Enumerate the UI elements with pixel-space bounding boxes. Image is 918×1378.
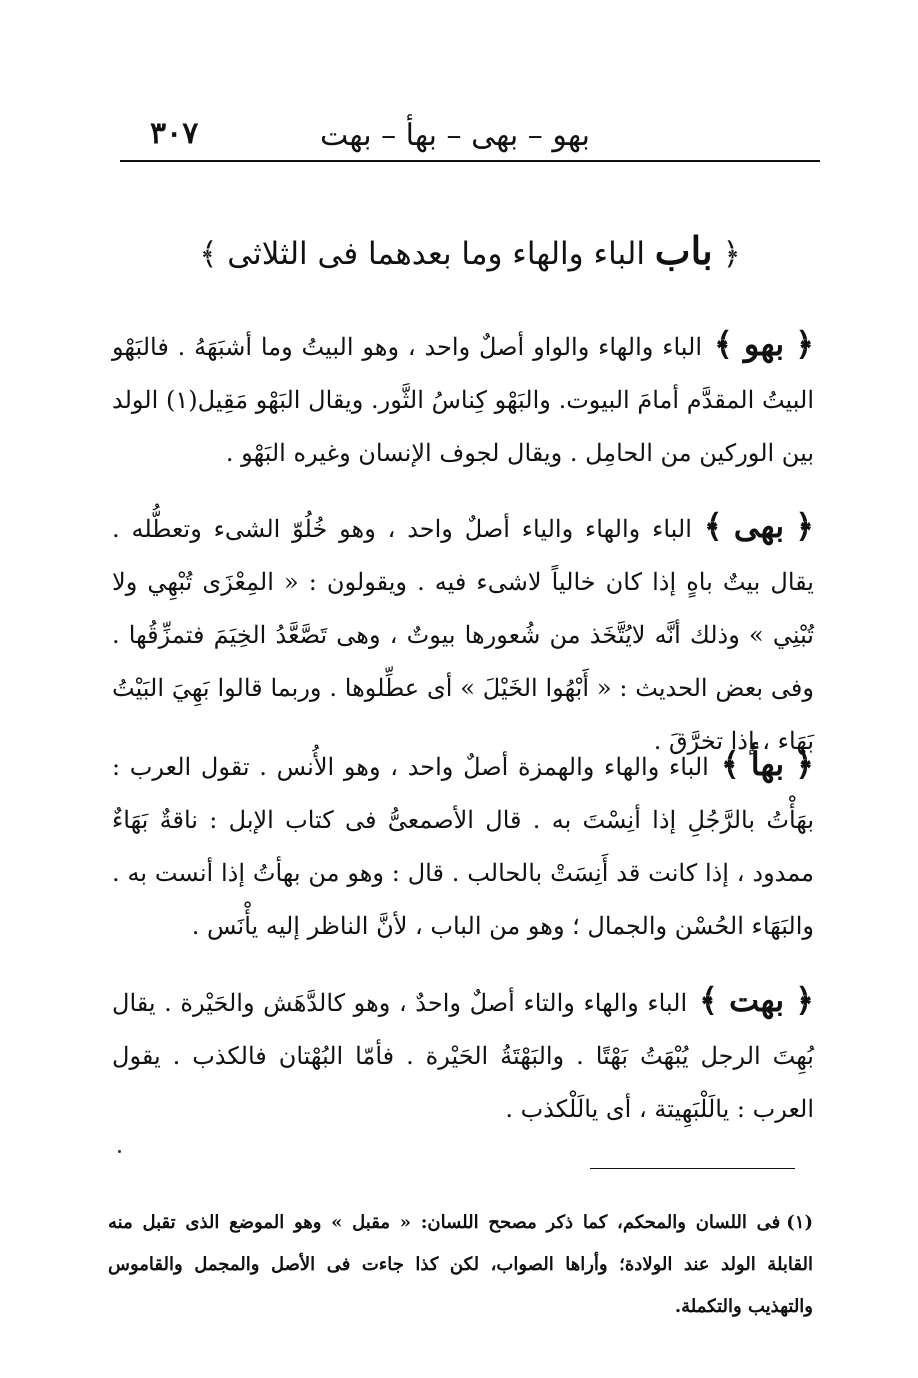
chapter-title xyxy=(120,228,820,273)
chapter-title-rest: الباء والهاء وما بعدهما فى الثلاثى xyxy=(227,236,645,272)
running-header xyxy=(120,110,820,162)
entry-text: الباء والهاء والتاء أصلٌ واحدٌ ، وهو كالدَّهَش والحَيْرة . يقال بُهِتَ الرجل يُبْهَتُ بَهْتًا . والبَهْتَةُ الحَيْرة . فأمّا البُهْتان فالكذب . يقول العرب : يالَلْبَهِيتة ، أى يالَلْكذب . xyxy=(112,989,814,1123)
entry-head: ﴿ بهو ﴾ xyxy=(714,325,814,363)
footnote-text: فى اللسان والمحكم، كما ذكر مصحح اللسان: « مقبل » وهو الموضع الذى تقبل منه القابلة الولد عند الولادة؛ وأراها الصواب، لكن كذا جاءت فى الأصل والمجمل والقاموس والتهذيب والتكملة. xyxy=(108,1212,813,1317)
entry-baht xyxy=(112,974,814,1136)
entry-text: الباء والهاء والياء أصلٌ واحد ، وهو خُلُوّ الشىء وتعطُّله . يقال بيتٌ باهٍ إذا كان خالياً لاشىء فيه . ويقولون : « المِعْزَى تُبْهِي ولا تُبْنِي » وذلك أنَّه لايُتَّخَذ من شُعورها بيوتٌ ، وهى تَصَّعَّدُ الخِيَمَ فتمزِّقُها . وفى بعض الحديث : « أَبْهُوا الخَيْلَ » أى عطِّلوها . وربما قالوا بَهِيَ البَيْتُ بَهَاء ، إذا تخرَّقَ . xyxy=(112,515,814,755)
chapter-bab-word: باب xyxy=(654,228,713,273)
chapter-open-bracket: ﴿ xyxy=(722,236,741,272)
entry-text: الباء والهاء والواو أصلٌ واحد ، وهو البيتُ وما أشبَهَهُ . فالبَهْو البيتُ المقدَّم أمامَ البيوت. والبَهْو كِناسُ الثَّور. ويقال البَهْو مَقِيل(١) الولد بين الوركين من الحامِل . ويقال لجوف الإنسان وغيره البَهْو . xyxy=(112,333,815,467)
stray-dot xyxy=(118,1150,121,1153)
entry-baha xyxy=(112,738,814,953)
entry-head: ﴿ بهت ﴾ xyxy=(699,981,814,1019)
footnote xyxy=(108,1202,813,1328)
header-roots: بهو – بهى – بهأ – بهت xyxy=(319,118,590,153)
header-rule xyxy=(120,160,820,162)
footnote-rule xyxy=(590,1168,795,1169)
entry-text: الباء والهاء والهمزة أصلٌ واحد ، وهو الأُنس . تقول العرب : بهَأْتُ بالرَّجُلِ إذا أنِسْتَ به . قال الأصمعىُّ فى كتاب الإبل : ناقةٌ بَهَاءٌ ممدود ، إذا كانت قد أَنِسَتْ بالحالب . قال : وهو من بهأتُ إذا أنست به . والبَهَاء الحُسْن والجمال ؛ وهو من الباب ، لأنَّ الناظر إليه يأْنَس . xyxy=(112,753,814,940)
page-number: ٣٠٧ xyxy=(150,116,199,151)
entry-bahw xyxy=(112,318,814,480)
chapter-close-bracket: ﴾ xyxy=(199,236,218,272)
entry-head: ﴿ بهى ﴾ xyxy=(703,507,815,545)
entry-head: ﴿ بهأ ﴾ xyxy=(720,745,814,783)
entry-bahy xyxy=(112,500,814,768)
footnote-mark: (١) xyxy=(786,1212,813,1233)
